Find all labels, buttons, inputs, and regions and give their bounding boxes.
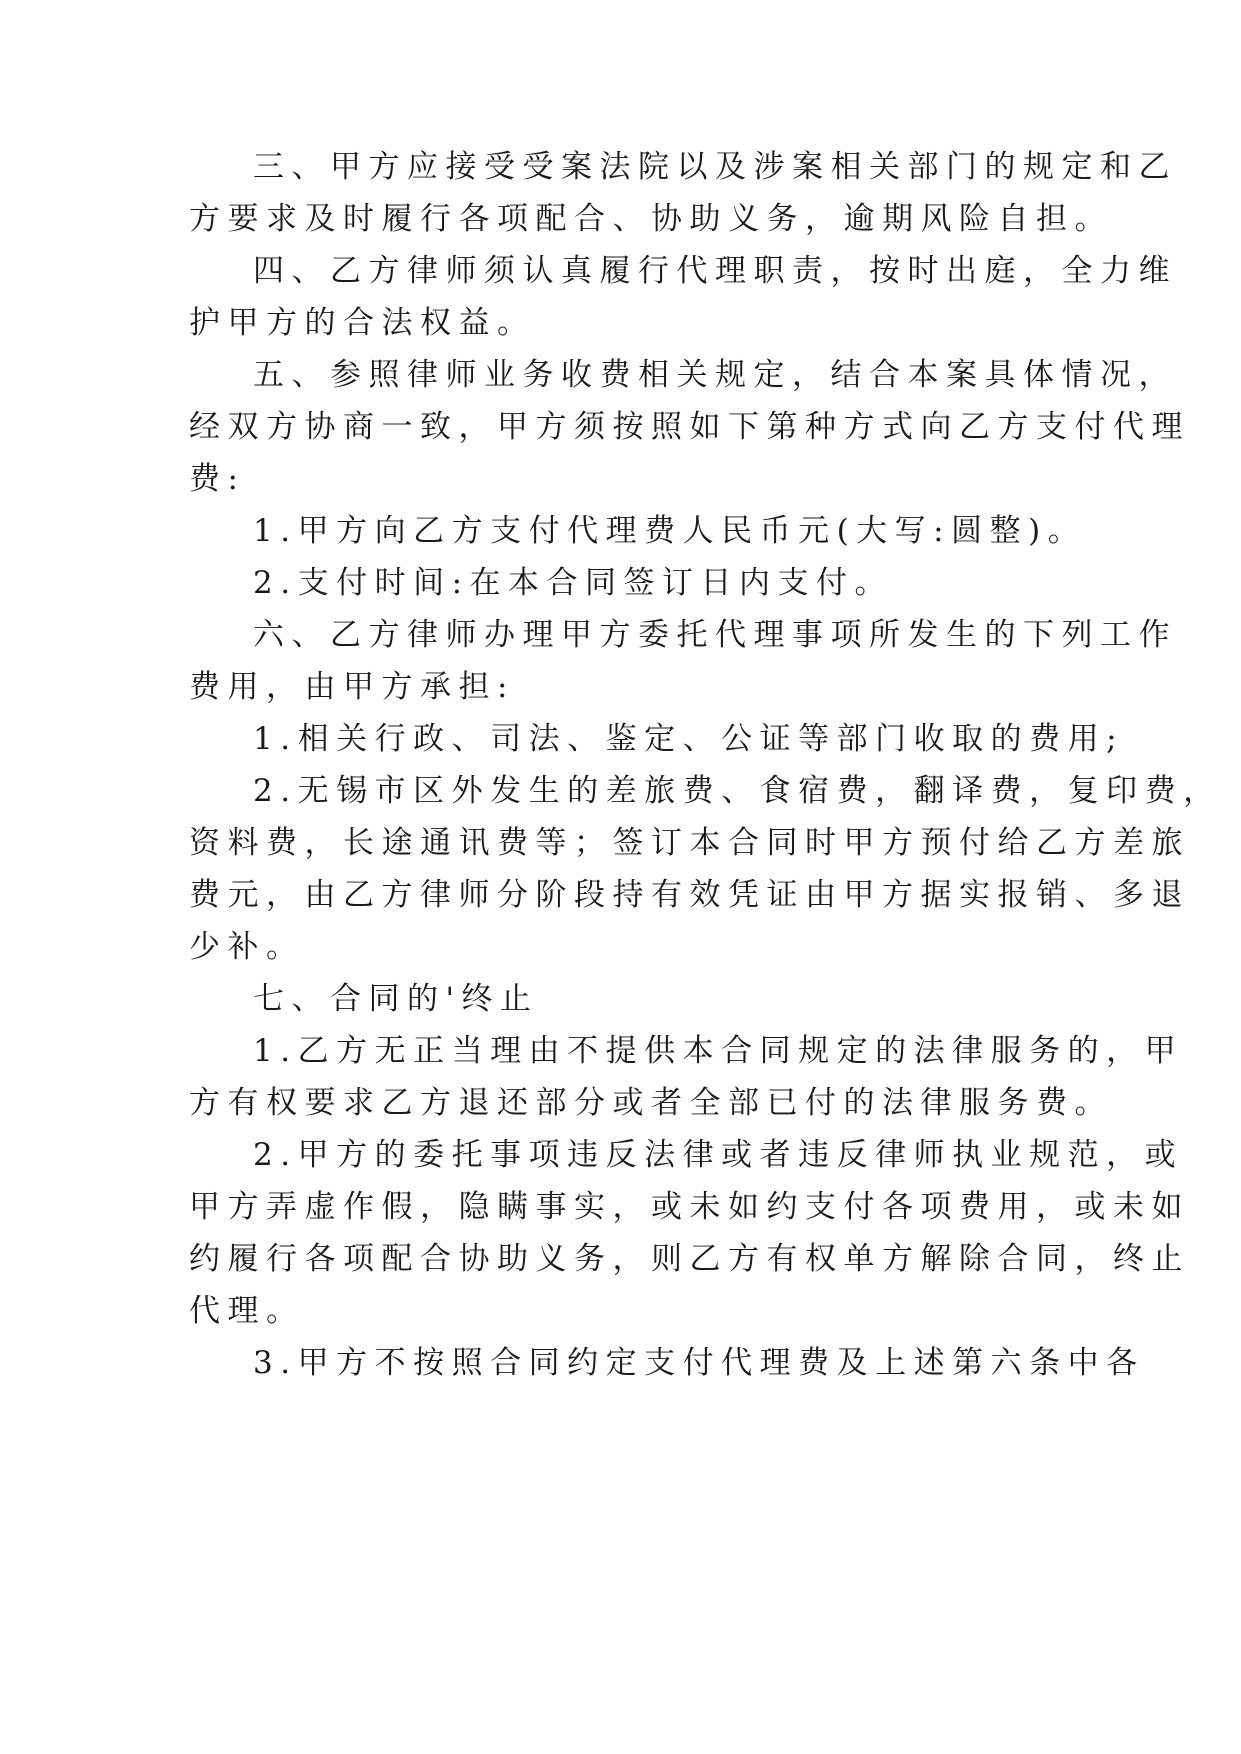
- paragraph-line: 2.无锡市区外发生的差旅费、食宿费，翻译费，复印费，: [253, 773, 1222, 809]
- paragraph-line: 六、乙方律师办理甲方委托代理事项所发生的下列工作: [253, 617, 1177, 653]
- paragraph-line: 四、乙方律师须认真履行代理职责，按时出庭，全力维: [253, 253, 1177, 289]
- paragraph-line: 费用，由甲方承担:: [189, 669, 515, 705]
- paragraph-line: 代理。: [189, 1293, 305, 1329]
- paragraph-line: 方要求及时履行各项配合、协助义务，逾期风险自担。: [189, 201, 1113, 237]
- section-heading: 七、合同的'终止: [253, 981, 539, 1017]
- paragraph-line: 资料费，长途通讯费等；签订本合同时甲方预付给乙方差旅: [189, 825, 1190, 861]
- paragraph-line: 护甲方的合法权益。: [189, 305, 536, 341]
- paragraph-line: 费:: [189, 461, 246, 497]
- paragraph-line: 1.乙方无正当理由不提供本合同规定的法律服务的，甲: [253, 1033, 1184, 1069]
- paragraph-line: 2.支付时间:在本合同签订日内支付。: [253, 565, 894, 601]
- paragraph-line: 方有权要求乙方退还部分或者全部已付的法律服务费。: [189, 1085, 1113, 1121]
- paragraph-line: 约履行各项配合协助义务，则乙方有权单方解除合同，终止: [189, 1241, 1190, 1277]
- paragraph-line: 甲方弄虚作假，隐瞒事实，或未如约支付各项费用，或未如: [189, 1189, 1190, 1225]
- paragraph-line: 三、甲方应接受受案法院以及涉案相关部门的规定和乙: [253, 149, 1177, 185]
- paragraph-line: 1.甲方向乙方支付代理费人民币元(大写:圆整)。: [253, 513, 1087, 549]
- paragraph-line: 3.甲方不按照合同约定支付代理费及上述第六条中各: [253, 1345, 1145, 1381]
- paragraph-line: 五、参照律师业务收费相关规定，结合本案具体情况，: [253, 357, 1177, 393]
- paragraph-line: 少补。: [189, 929, 305, 965]
- paragraph-line: 1.相关行政、司法、鉴定、公证等部门收取的费用;: [253, 721, 1125, 757]
- paragraph-line: 费元，由乙方律师分阶段持有效凭证由甲方据实报销、多退: [189, 877, 1190, 913]
- paragraph-line: 经双方协商一致，甲方须按照如下第种方式向乙方支付代理: [189, 409, 1190, 445]
- paragraph-line: 2.甲方的委托事项违反法律或者违反律师执业规范，或: [253, 1137, 1184, 1173]
